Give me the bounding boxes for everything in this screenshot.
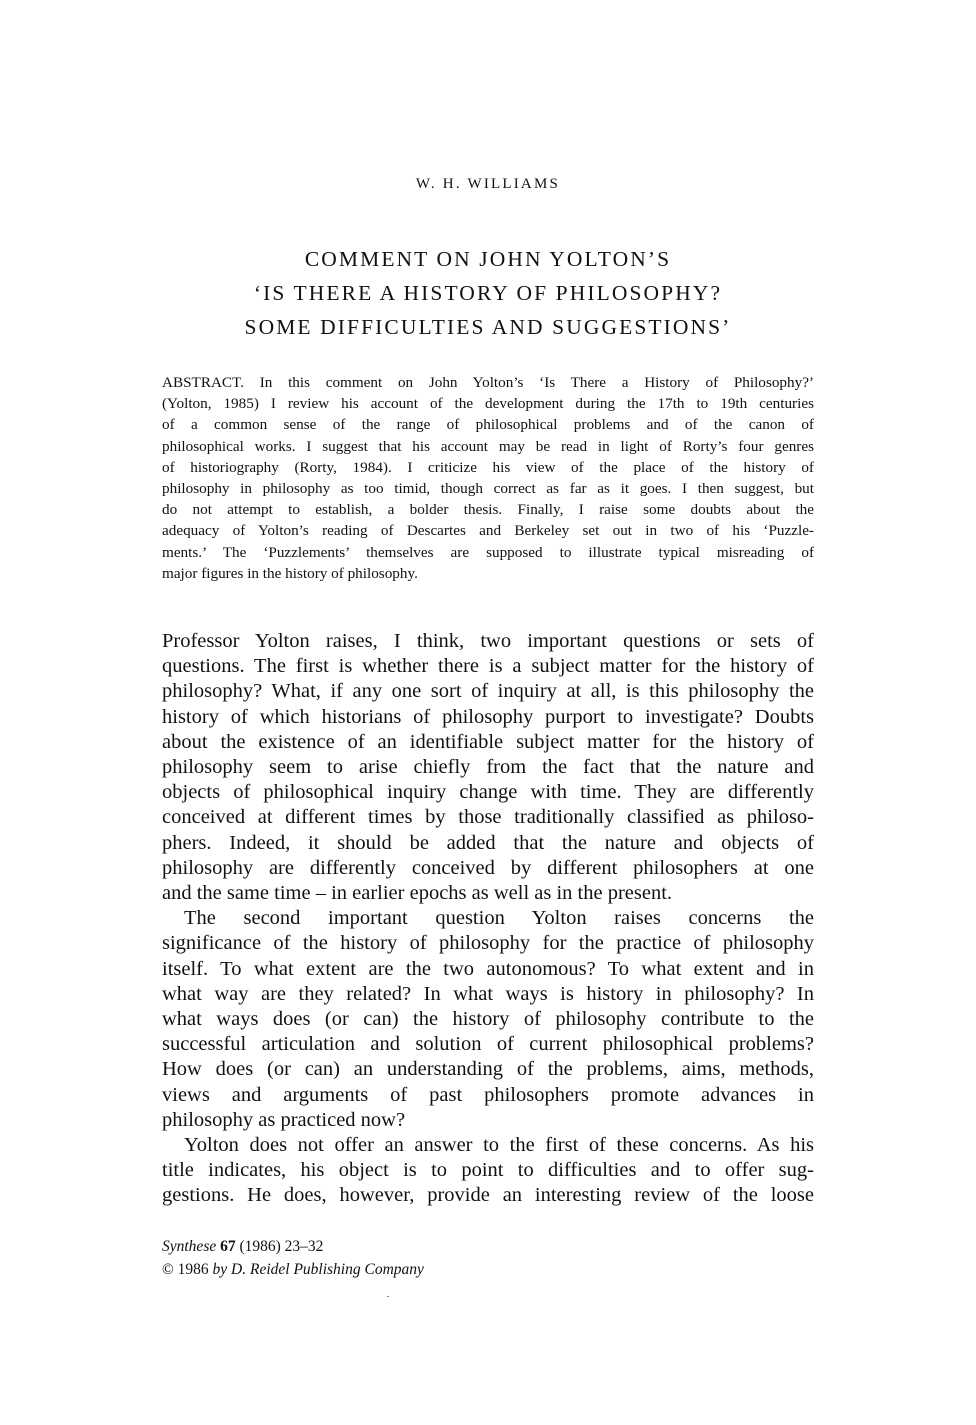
- body-line: what way are they related? In what ways is history in philosophy? In: [162, 982, 814, 1005]
- body-line: successful articulation and solution of current philosophical problems?: [162, 1033, 814, 1056]
- abstract-line: adequacy of Yolton’s reading of Descartes and Berkeley set out in two of his ‘Puzzle-: [162, 522, 814, 540]
- body-line: phers. Indeed, it should be added that the nature and objects of: [162, 831, 814, 854]
- body-text: [162, 629, 814, 1209]
- abstract: [162, 372, 814, 584]
- author-name: W. H. WILLIAMS: [415, 176, 561, 192]
- body-line: significance of the history of philosophy for the practice of philosophy: [162, 932, 814, 955]
- body-line: Yolton does not offer an answer to the first of these concerns. As his: [184, 1134, 814, 1157]
- abstract-line: ABSTRACT. In this comment on John Yolton’s ‘Is There a History of Philosophy?’: [162, 374, 814, 391]
- body-line: Professor Yolton raises, I think, two important questions or sets of: [162, 630, 814, 652]
- abstract-line: of a common sense of the range of philosophical problems and of the canon of: [162, 416, 814, 434]
- body-line: conceived at different times by those traditionally classified as philoso-: [162, 806, 814, 829]
- paragraph-1: [162, 629, 814, 906]
- journal-volume: 67: [220, 1238, 236, 1255]
- body-line: what ways does (or can) the history of philosophy contribute to the: [162, 1008, 814, 1031]
- abstract-line: philosophy in philosophy as too timid, though correct as far as it goes. I then suggest, but: [162, 480, 814, 498]
- abstract-line: do not attempt to establish, a bolder thesis. Finally, I raise some doubts about the: [162, 501, 814, 519]
- article-title: [0, 242, 976, 344]
- body-line: philosophy seem to arise chiefly from the fact that the nature and: [162, 756, 814, 779]
- publisher: by D. Reidel Publishing Company: [212, 1261, 424, 1278]
- body-line: questions. The first is whether there is a subject matter for the history of: [162, 655, 814, 678]
- body-line: and the same time – in earlier epochs as well as in the present.: [162, 882, 673, 905]
- body-line: objects of philosophical inquiry change with time. They are differently: [162, 781, 814, 804]
- year-pages: (1986) 23–32: [239, 1238, 324, 1255]
- journal-name: Synthese: [162, 1238, 217, 1255]
- copyright-icon: ©: [162, 1261, 174, 1278]
- abstract-line: ments.’ The ‘Puzzlements’ themselves are supposed to illustrate typical misreading of: [162, 543, 814, 561]
- body-line: philosophy are differently conceived by different philosophers at one: [162, 856, 814, 879]
- body-line: history of which historians of philosophy purport to investigate? Doubts: [162, 705, 814, 728]
- body-line: How does (or can) an understanding of the problems, aims, methods,: [162, 1058, 814, 1081]
- body-line: philosophy as practiced now?: [162, 1108, 406, 1131]
- paragraph-2: [162, 906, 814, 1133]
- copyright-year: 1986: [177, 1261, 209, 1278]
- abstract-line: major figures in the history of philosophy.: [162, 564, 418, 582]
- body-line: gestions. He does, however, provide an interesting review of the loose: [162, 1184, 814, 1207]
- body-line: about the existence of an identifiable subject matter for the history of: [162, 730, 814, 753]
- abstract-line: philosophical works. I suggest that his account may be read in light of Rorty’s four genres: [162, 437, 814, 455]
- journal-citation: [162, 1235, 424, 1258]
- copyright-line: [162, 1258, 424, 1281]
- title-line: COMMENT ON JOHN YOLTON’S: [304, 247, 672, 271]
- body-line: title indicates, his object is to point to difficulties and to offer sug-: [162, 1159, 814, 1182]
- citation-footer: [162, 1235, 424, 1281]
- title-line: ‘IS THERE A HISTORY OF PHILOSOPHY?: [253, 281, 723, 305]
- scan-speck: [387, 1296, 389, 1297]
- abstract-line: of historiography (Rorty, 1984). I criticize his view of the place of the history of: [162, 458, 814, 476]
- body-line: The second important question Yolton raises concerns the: [184, 907, 814, 930]
- abstract-line: (Yolton, 1985) I review his account of the development during the 17th to 19th centuries: [162, 395, 814, 413]
- body-line: philosophy? What, if any one sort of inquiry at all, is this philosophy the: [162, 680, 814, 703]
- title-line: SOME DIFFICULTIES AND SUGGESTIONS’: [244, 315, 732, 339]
- body-line: views and arguments of past philosophers promote advances in: [162, 1083, 814, 1106]
- paragraph-3: [162, 1133, 814, 1209]
- body-line: itself. To what extent are the two autonomous? To what extent and in: [162, 957, 814, 980]
